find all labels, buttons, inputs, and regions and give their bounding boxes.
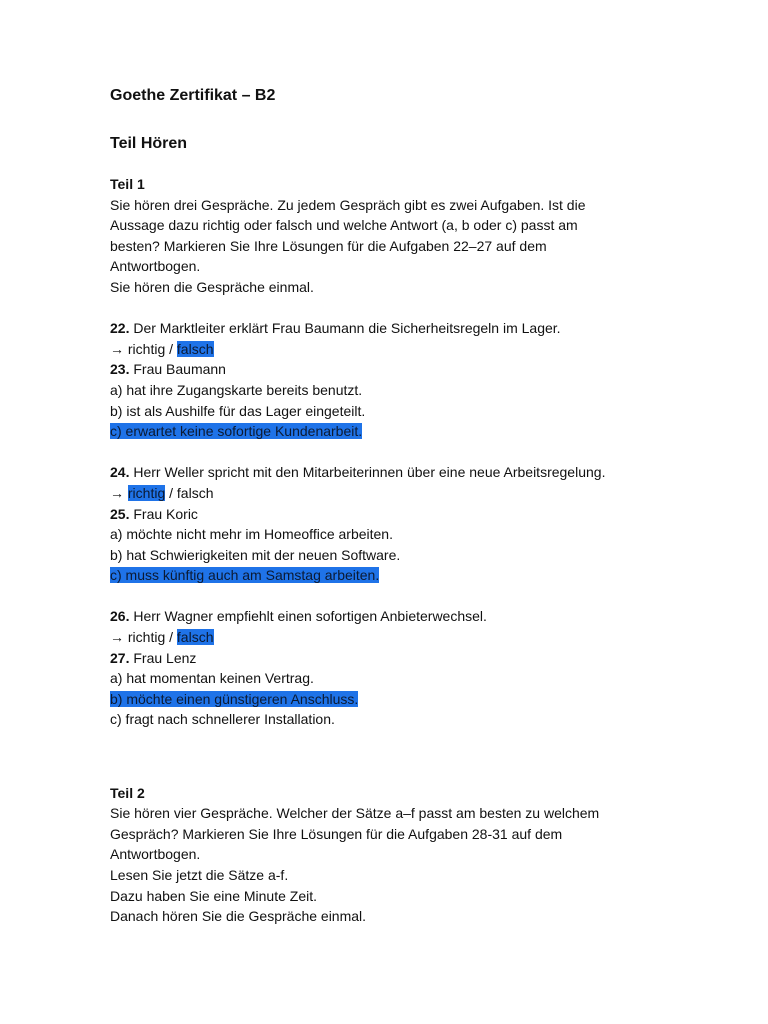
question-text: Frau Baumann <box>129 361 226 378</box>
question-26-answer <box>110 627 670 648</box>
option-richtig-selected: richtig <box>127 484 166 501</box>
question-24 <box>110 462 670 483</box>
arrow-icon: → <box>110 629 124 646</box>
option-falsch-selected: falsch <box>176 629 214 646</box>
question-25-option-a: a) möchte nicht mehr im Homeoffice arbeiten. <box>110 526 393 543</box>
question-25-option-c-selected <box>110 565 670 586</box>
highlighted-answer: b) möchte einen günstigeren Anschluss. <box>110 690 359 707</box>
teil2-instruction-line: Danach hören Sie die Gespräche einmal. <box>110 908 367 925</box>
question-number: 24. <box>110 464 130 481</box>
question-26 <box>110 606 670 627</box>
separator: / <box>165 340 177 357</box>
teil1-section <box>110 174 670 730</box>
teil1-instruction-line: Sie hören die Gespräche einmal. <box>110 278 314 295</box>
teil2-instruction-line: Dazu haben Sie eine Minute Zeit. <box>110 887 318 904</box>
question-text: Der Marktleiter erklärt Frau Baumann die Sicherheitsregeln im Lager. <box>129 320 561 337</box>
arrow-icon: → <box>110 484 124 501</box>
teil1-instruction-line: Aussage dazu richtig oder falsch und welche Antwort (a, b oder c) passt am <box>110 217 578 234</box>
separator: / <box>165 629 177 646</box>
question-23 <box>110 359 670 380</box>
question-23-option-a: a) hat ihre Zugangskarte bereits benutzt. <box>110 381 363 398</box>
question-27 <box>110 648 670 669</box>
teil2-instruction-line: Lesen Sie jetzt die Sätze a-f. <box>110 867 289 883</box>
question-25-option-b: b) hat Schwierigkeiten mit der neuen Software. <box>110 546 401 563</box>
option-richtig: richtig <box>127 340 166 357</box>
question-number: 23. <box>110 361 130 378</box>
highlighted-answer: c) erwartet keine sofortige Kundenarbeit. <box>110 423 363 440</box>
teil1-instruction-line: besten? Markieren Sie Ihre Lösungen für die Aufgaben 22–27 auf dem <box>110 237 547 254</box>
question-27-option-c: c) fragt nach schnellerer Installation. <box>110 711 335 728</box>
option-falsch: falsch <box>176 484 214 501</box>
teil2-instruction-line: Antwortbogen. <box>110 846 201 863</box>
teil1-heading: Teil 1 <box>110 176 145 192</box>
question-22-answer <box>110 339 670 360</box>
option-richtig: richtig <box>127 629 166 646</box>
question-number: 27. <box>110 649 130 666</box>
question-number: 22. <box>110 320 130 337</box>
document-subtitle: Teil Hören <box>110 135 188 152</box>
teil1-instruction-line: Antwortbogen. <box>110 258 201 275</box>
highlighted-answer: c) muss künftig auch am Samstag arbeiten. <box>110 567 380 584</box>
question-22 <box>110 318 670 339</box>
question-27-option-a: a) hat momentan keinen Vertrag. <box>110 670 314 687</box>
teil2-heading: Teil 2 <box>110 784 145 801</box>
arrow-icon: → <box>110 340 124 357</box>
question-text: Herr Wagner empfiehlt einen sofortigen Anbieterwechsel. <box>129 608 487 625</box>
option-falsch-selected: falsch <box>176 340 214 357</box>
teil2-section <box>110 783 670 927</box>
teil2-instruction-line: Gespräch? Markieren Sie Ihre Lösungen für die Aufgaben 28-31 auf dem <box>110 825 563 842</box>
question-23-option-c-selected <box>110 421 670 442</box>
question-number: 25. <box>110 505 130 522</box>
question-24-answer <box>110 483 670 504</box>
question-text: Frau Lenz <box>129 649 197 666</box>
question-25 <box>110 504 670 525</box>
teil2-instruction-line: Sie hören vier Gespräche. Welcher der Sätze a–f passt am besten zu welchem <box>110 805 600 822</box>
question-text: Herr Weller spricht mit den Mitarbeiterinnen über eine neue Arbeitsregelung. <box>129 464 606 481</box>
document-title: Goethe Zertifikat – B2 <box>110 87 276 104</box>
question-text: Frau Koric <box>129 505 198 522</box>
teil1-instruction-line: Sie hören drei Gespräche. Zu jedem Gespräch gibt es zwei Aufgaben. Ist die <box>110 196 586 213</box>
document-content <box>110 84 670 927</box>
separator: / <box>165 484 177 501</box>
question-23-option-b: b) ist als Aushilfe für das Lager eingeteilt. <box>110 402 366 419</box>
question-number: 26. <box>110 608 130 625</box>
question-27-option-b-selected <box>110 689 670 710</box>
